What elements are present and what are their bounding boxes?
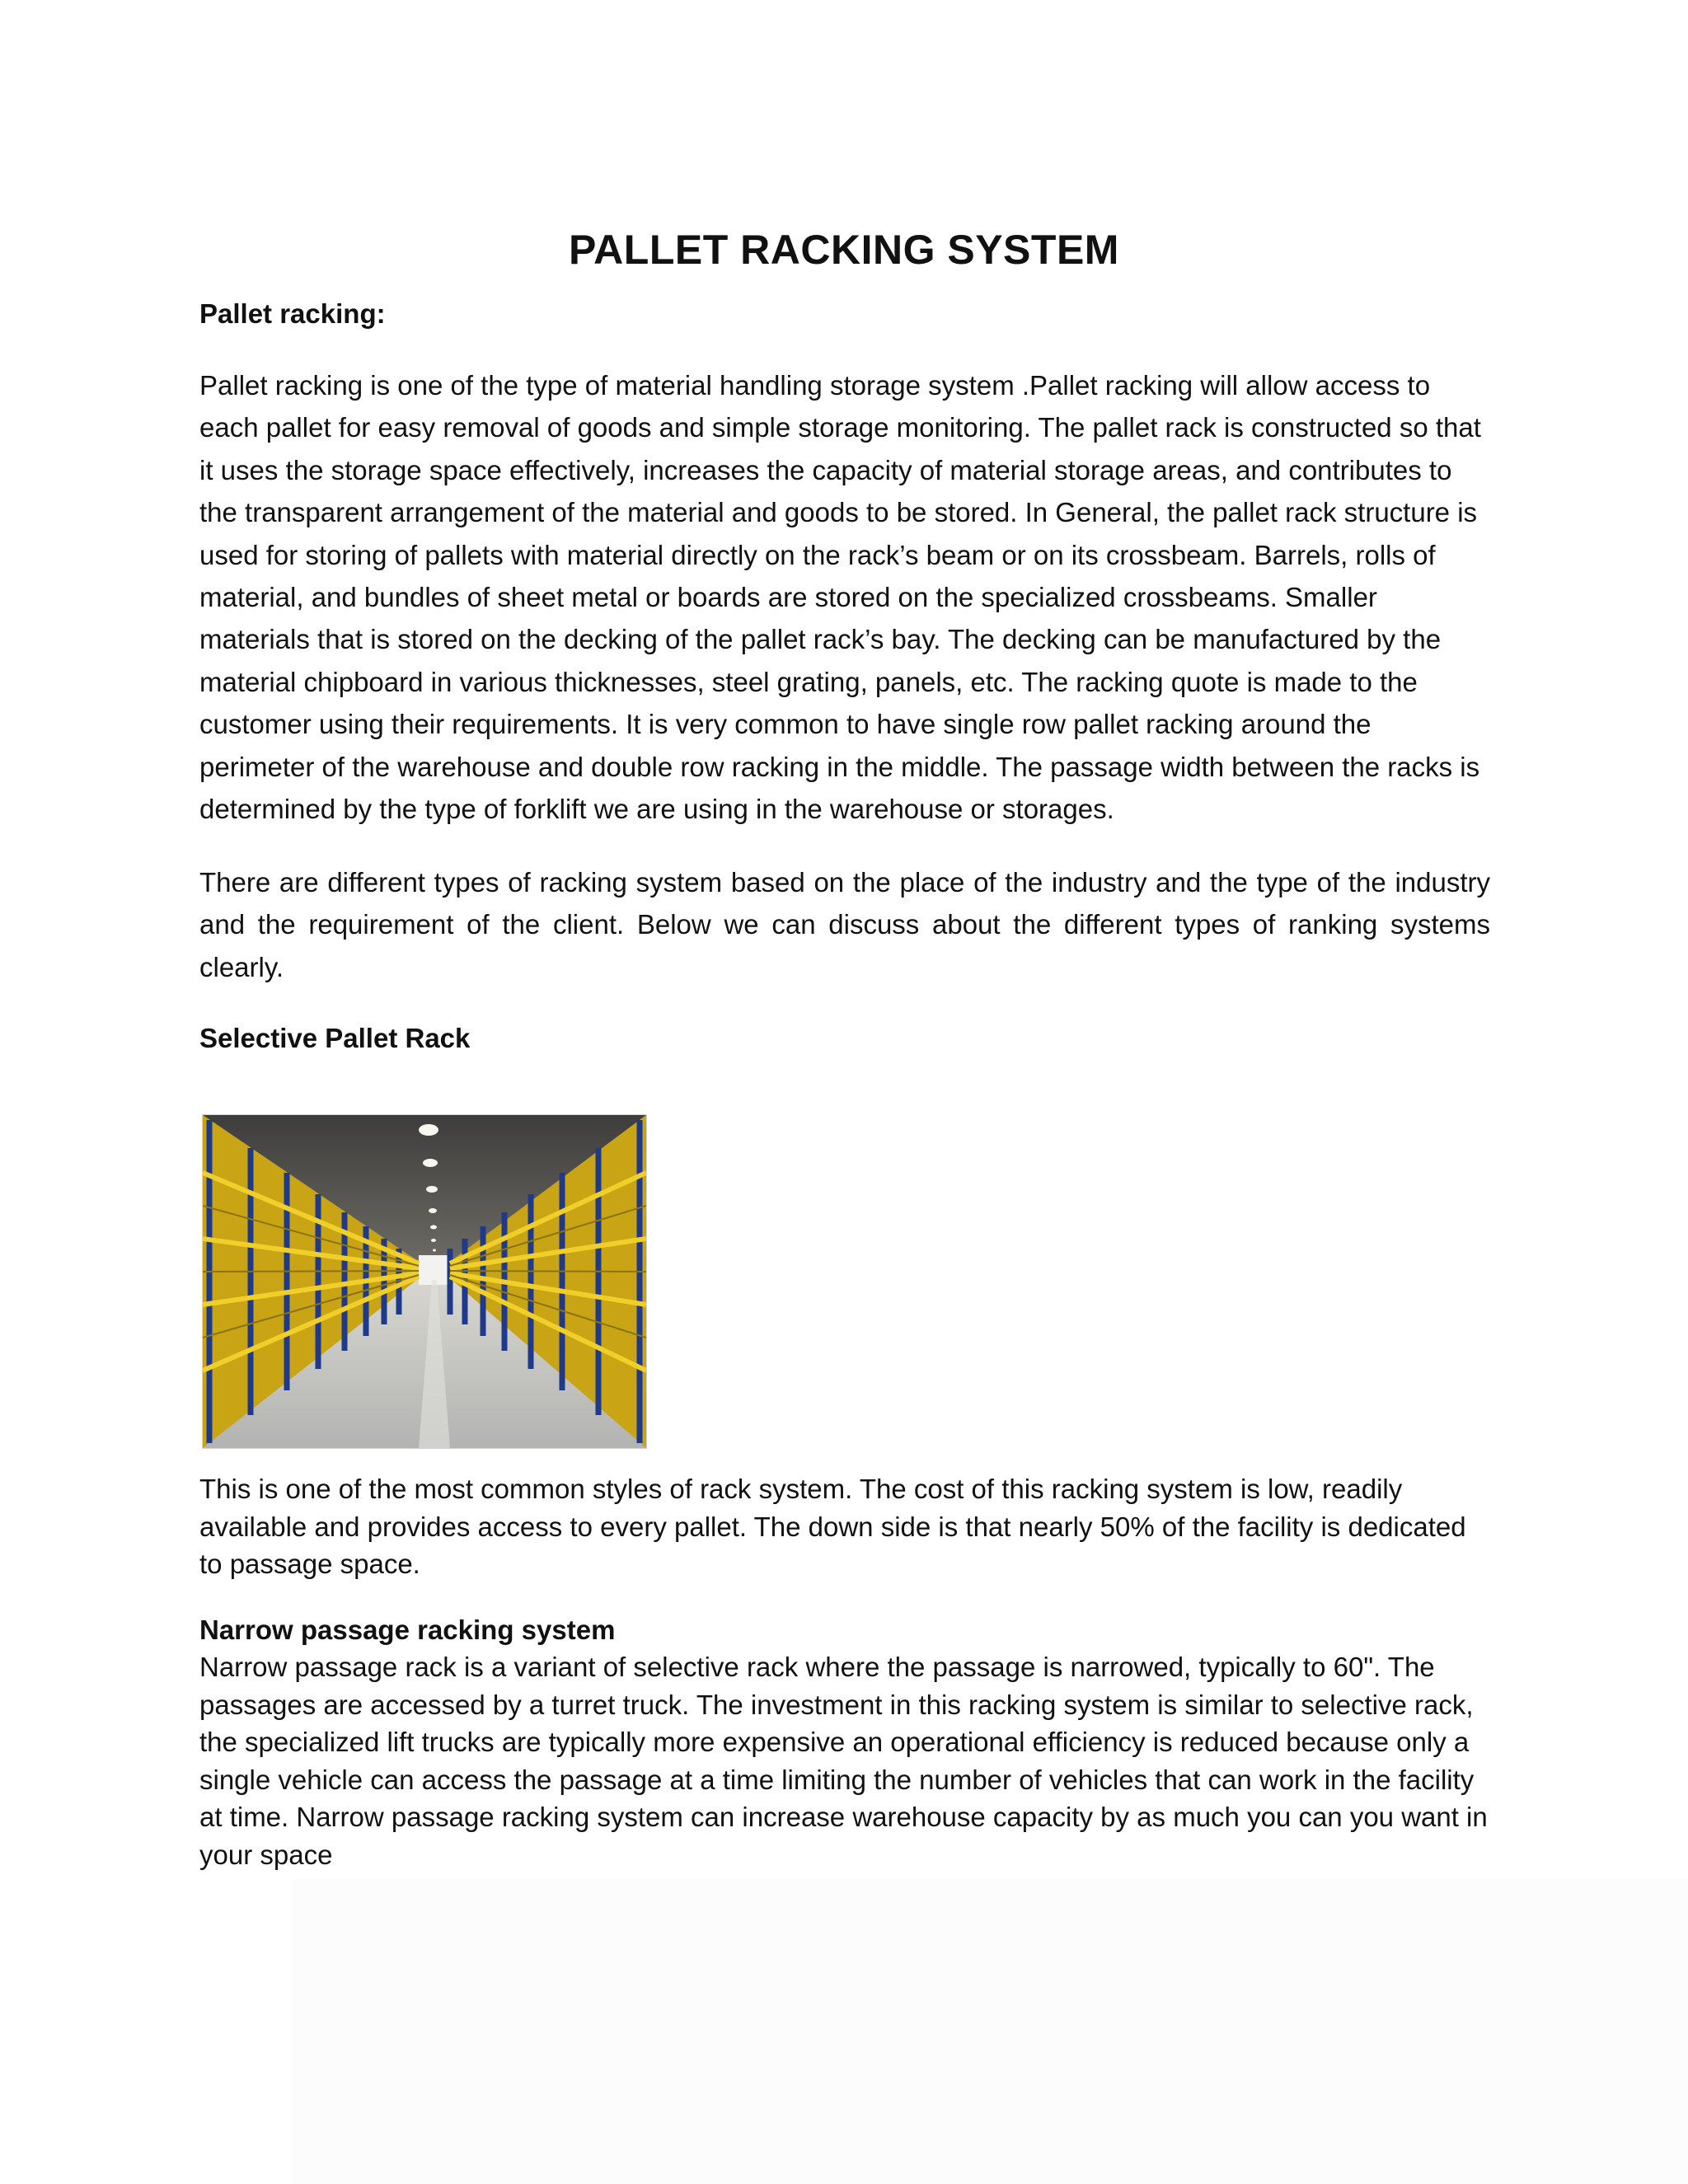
paragraph-racking-types: There are different types of racking system based on the place of the industry and the type of the industry and the requirement of the client. Below we can discuss about the different types of ranking systems clearly. [199, 867, 1490, 982]
section-heading-pallet-racking: Pallet racking: [199, 298, 386, 329]
section-heading-selective-pallet-rack: Selective Pallet Rack [199, 1023, 471, 1053]
paragraph-pallet-racking-intro: Pallet racking is one of the type of material handling storage system .Pallet racking will allow access to each pallet for easy removal of goods and simple storage monitoring. The pallet rack is constructed so that it uses the storage space effectively, increases the capacity of material storage areas, and contributes to the transparent arrangement of the material and goods to be stored. In General, the pallet rack structure is used for storing of pallets with material directly on the rack’s beam or on its crossbeam. Barrels, rolls of material, and bundles of sheet metal or boards are stored on the specialized crossbeams. Smaller materials that is stored on the decking of the pallet rack’s bay. The decking can be manufactured by the material chipboard in various thicknesses, steel grating, panels, etc. The racking quote is made to the customer using their requirements. It is very common to have single row pallet racking around the perimeter of the warehouse and double row racking in the middle. The passage width between the racks is determined by the type of forklift we are using in the warehouse or storages. [199, 370, 1481, 825]
warehouse-aisle-photo [202, 1114, 647, 1449]
paragraph-selective-rack-description: This is one of the most common styles of rack system. The cost of this racking system is low, readily available and provides access to every pallet. The down side is that nearly 50% of the facility is dedicated to passage space. [199, 1474, 1466, 1579]
section-heading-narrow-passage: Narrow passage racking system [199, 1615, 616, 1645]
document-title: PALLET RACKING SYSTEM [569, 226, 1119, 273]
paragraph-narrow-passage-description: Narrow passage rack is a variant of selective rack where the passage is narrowed, typically to 60". The passages are accessed by a turret truck. The investment in this racking system is similar to selective rack, the specialized lift trucks are typically more expensive an operational efficiency is reduced because only a single vehicle can access the passage at a time limiting the number of vehicles that can work in the facility at time. Narrow passage racking system can increase warehouse capacity by as much you can you want in your space [199, 1652, 1488, 1870]
